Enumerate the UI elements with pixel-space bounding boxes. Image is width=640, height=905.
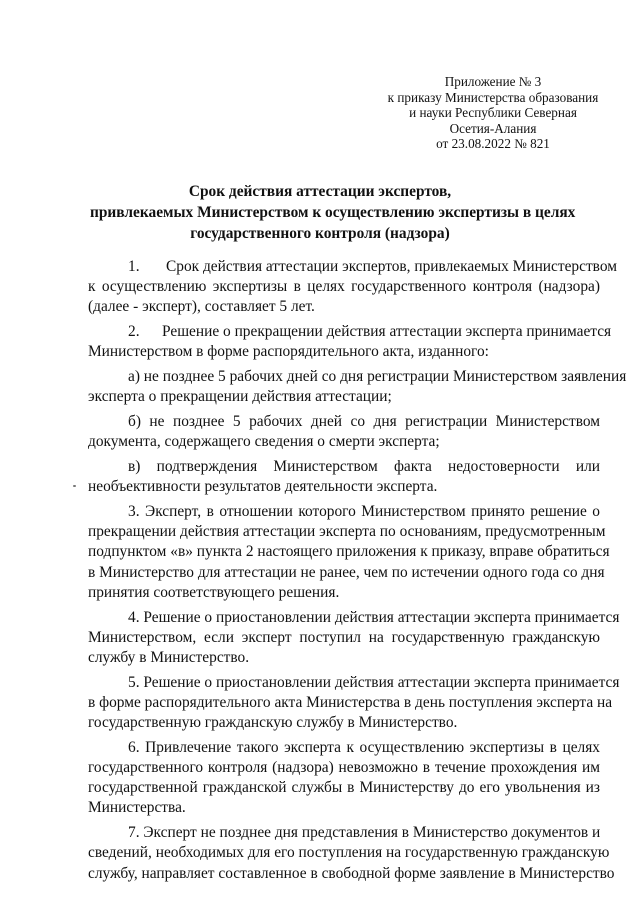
line-text: Срок действия аттестации экспертов, привлекаемых Министерством (166, 258, 617, 275)
paragraph-line: 4. Решение о приостановлении действия аттестации эксперта принимается (128, 608, 620, 626)
paragraph-line: (далее - эксперт), составляет 5 лет. (88, 298, 315, 316)
appendix-header (380, 74, 606, 152)
paragraph-line: а) не позднее 5 рабочих дней со дня регистрации Министерством заявления (128, 368, 627, 386)
paragraph-7 (88, 823, 615, 884)
subitem-b (88, 412, 600, 452)
title-line: Срок действия аттестации экспертов, (188, 183, 452, 200)
paragraph-3 (88, 502, 610, 603)
paragraph-line: к осуществлению экспертизы в целях государственного контроля (надзора) (88, 278, 600, 296)
paragraph-6 (88, 738, 600, 819)
appendix-line: и науки Республики Северная (409, 105, 577, 121)
paragraph-line: государственного контроля (надзора) невозможно в течение прохождения им (88, 759, 600, 777)
paragraph-line: Министерства. (88, 799, 186, 817)
subitem-v (88, 457, 600, 497)
appendix-line: к приказу Министерства образования (387, 89, 599, 105)
paragraph-line: 5. Решение о приостановлении действия аттестации эксперта принимается (128, 673, 620, 691)
paragraph-line: прекращении действия аттестации эксперта по основаниям, предусмотренным (88, 523, 606, 541)
scan-dot (73, 485, 76, 487)
paragraph-1 (88, 257, 617, 318)
paragraph-line: б) не позднее 5 рабочих дней со дня регистрации Министерством (128, 413, 600, 431)
paragraph-line: 3. Эксперт, в отношении которого Министерством принято решение о (128, 503, 600, 521)
document-body (88, 257, 627, 884)
item-number: 2. (128, 323, 140, 341)
paragraph-line: службу, направляет составленное в свободной форме заявление в Министерство (88, 864, 615, 882)
paragraph-line: службу в Министерство. (88, 648, 250, 666)
paragraph-line: Министерством в форме распорядительного акта, изданного: (88, 343, 489, 361)
paragraph-line: принятия соответствующего решения. (88, 583, 340, 601)
paragraph-line: государственную гражданскую службу в Министерство. (88, 714, 458, 732)
title-line: привлекаемых Министерством к осуществлению экспертизы в целях (90, 204, 576, 221)
paragraph-line: Министерством, если эксперт поступил на государственную гражданскую (88, 628, 600, 646)
paragraph-line: необъективности результатов деятельности эксперта. (88, 478, 438, 496)
item-number: 1. (128, 258, 140, 275)
title-line: государственного контроля (надзора) (190, 225, 450, 242)
document-title (90, 181, 576, 244)
paragraph-line: в) подтверждения Министерством факта недостоверности или (128, 458, 600, 476)
paragraph-line (88, 257, 617, 277)
subitem-a (88, 367, 627, 407)
appendix-line: Осетия-Алания (449, 120, 537, 136)
appendix-line: от 23.08.2022 № 821 (436, 136, 550, 152)
paragraph-line: 6. Привлечение такого эксперта к осуществлению экспертизы в целях (128, 738, 600, 756)
paragraph-line: подпунктом «в» пункта 2 настоящего приложения к приказу, вправе обратиться (88, 543, 610, 561)
paragraph-line: 7. Эксперт не позднее дня представления в Министерство документов и (128, 824, 601, 842)
paragraph-line: эксперта о прекращении действия аттестации; (88, 388, 392, 406)
paragraph-line (88, 322, 612, 342)
paragraph-4 (88, 608, 620, 669)
paragraph-5 (88, 673, 620, 734)
paragraph-2 (88, 322, 612, 362)
paragraph-line: в форме распорядительного акта Министерства в день поступления эксперта на (88, 693, 613, 711)
paragraph-line: государственной гражданской службы в Министерству до его увольнения из (88, 779, 600, 797)
appendix-line: Приложение № 3 (444, 74, 542, 89)
paragraph-line: сведений, необходимых для его поступления на государственную гражданскую (88, 844, 610, 862)
paragraph-line: документа, содержащего сведения о смерти эксперта; (88, 433, 440, 451)
line-text: Решение о прекращении действия аттестации эксперта принимается (162, 323, 612, 341)
paragraph-line: в Министерство для аттестации не ранее, чем по истечении одного года со дня (88, 563, 605, 581)
